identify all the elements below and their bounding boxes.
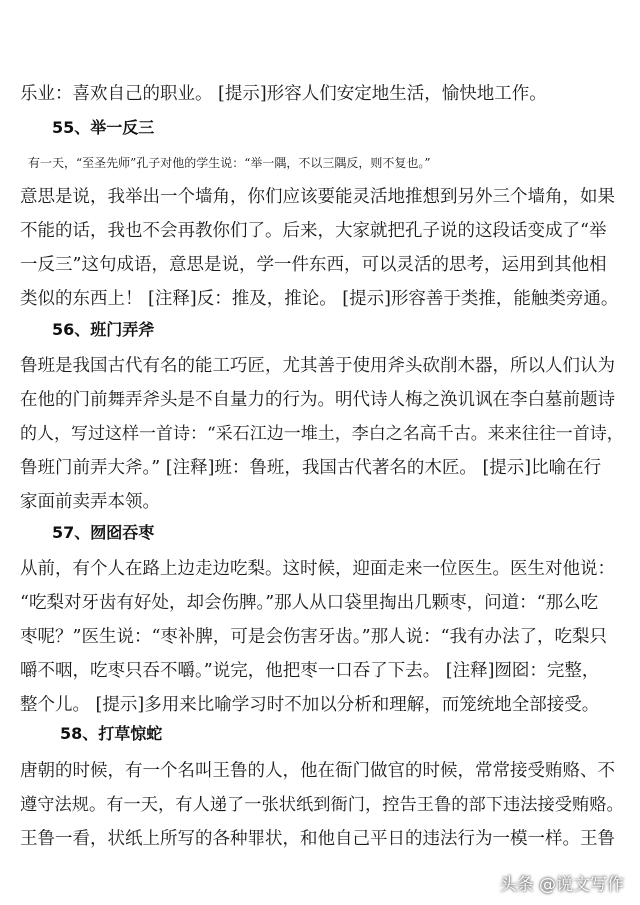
section-title: 班门弄斧 [90, 320, 155, 339]
section-heading [52, 318, 154, 342]
section-separator: 、 [74, 320, 91, 339]
paragraph-line: 遵守法规。有一天，有人递了一张状纸到衙门，控告王鲁的部下违法接受贿赂。 [20, 795, 624, 815]
paragraph-line: 嚼不咽，吃枣只吞不嚼。”说完，他把枣一口吞了下去。 [注释]囫囵：完整， [20, 661, 600, 681]
paragraph-line: 鲁班门前弄大斧。” [注释]班：鲁班，我国古代著名的木匠。 [提示]比喻在行 [20, 458, 602, 478]
section-separator: 、 [74, 118, 91, 137]
paragraph-line: 王鲁一看，状纸上所写的各种罪状，和他自己平日的违法行为一模一样。王鲁 [20, 829, 615, 849]
section-separator: 、 [82, 724, 99, 743]
paragraph-line: 唐朝的时候，有一个名叫王鲁的人，他在衙门做官的时候，常常接受贿赂、不 [20, 761, 615, 781]
paragraph-line: “吃梨对牙齿有好处，却会伤脾。”那人从口袋里掏出几颗枣，问道：“那么吃 [20, 593, 599, 613]
section-separator: 、 [74, 523, 91, 542]
paragraph-line: 的人，写过这样一首诗：“采石江边一堆土，李白之名高千古。来来往往一首诗， [20, 424, 624, 444]
section-number: 57 [52, 523, 75, 542]
watermark-label: 头条 @说文写作 [499, 875, 624, 895]
section-title: 囫囵吞枣 [90, 523, 155, 542]
paragraph-line: 鲁班是我国古代有名的能工巧匠，尤其善于使用斧头砍削木器，所以人们认为 [20, 356, 615, 376]
paragraph-line: 一反三”这句成语，意思是说，学一件东西，可以灵活的思考，运用到其他相 [20, 255, 607, 275]
paragraph-line: 乐业：喜欢自己的职业。 [提示]形容人们安定地生活，愉快地工作。 [20, 84, 547, 104]
paragraph-line: 家面前卖弄本领。 [20, 492, 160, 512]
paragraph-line: 整个儿。 [提示]多用来比喻学习时不加以分析和理解，而笼统地全部接受。 [20, 695, 600, 715]
paragraph-line: 从前，有个人在路上边走边吃梨。这时候，迎面走来一位医生。医生对他说： [20, 559, 615, 579]
section-heading [52, 521, 154, 545]
section-title: 打草惊蛇 [98, 724, 163, 743]
paragraph-line: 类似的东西上！ [注释]反：推及，推论。 [提示]形容善于类推，能触类旁通。 [20, 289, 619, 309]
section-title: 举一反三 [90, 118, 155, 137]
section-number: 55 [52, 118, 75, 137]
paragraph-line: 枣呢？”医生说：“枣补脾，可是会伤害牙齿。”那人说：“我有办法了，吃梨只 [20, 627, 608, 647]
section-heading [60, 722, 162, 746]
paragraph-line: 有一天，“至圣先师”孔子对他的学生说：“举一隅，不以三隅反，则不复也。” [28, 156, 431, 170]
section-number: 56 [52, 320, 75, 339]
paragraph-line: 意思是说，我举出一个墙角，你们应该要能灵活地推想到另外三个墙角，如果 [20, 187, 615, 207]
section-heading [52, 116, 154, 140]
paragraph-line: 在他的门前舞弄斧头是不自量力的行为。明代诗人梅之涣讥讽在李白墓前题诗 [20, 390, 615, 410]
section-number: 58 [60, 724, 83, 743]
paragraph-line: 不能的话，我也不会再教你们了。后来，大家就把孔子说的这段话变成了“举 [20, 221, 607, 241]
